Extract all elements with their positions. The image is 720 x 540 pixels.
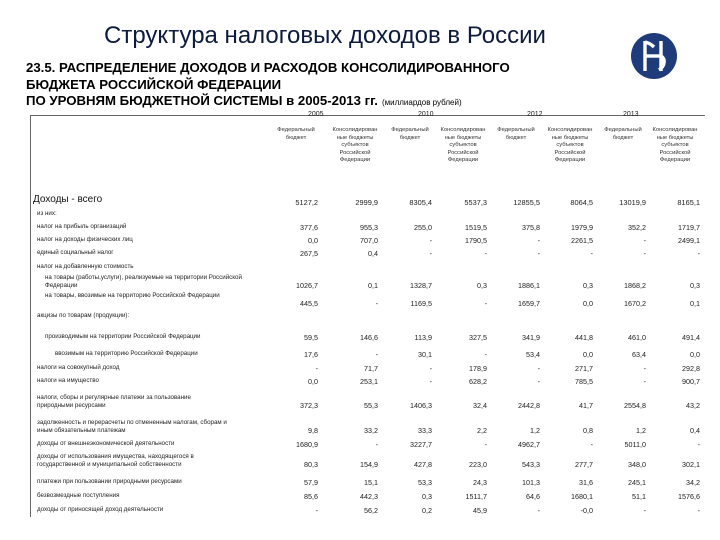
table-cell: 0,8: [583, 426, 593, 435]
table-cell: 348,0: [628, 460, 646, 469]
table-cell: 1680,1: [571, 492, 593, 501]
heading-line-3-text: ПО УРОВНЯМ БЮДЖЕТНОЙ СИСТЕМЫ в 2005-2013 гг.: [26, 93, 378, 108]
table-cell: 1026,7: [296, 281, 318, 290]
col-header-federal: Федеральный бюджет: [497, 127, 535, 141]
table-cell: 0,4: [690, 426, 700, 435]
row-label: производимым на территории Российской Федерации: [45, 333, 201, 340]
year-header-2005: 2005: [308, 111, 324, 118]
table-cell: 154,9: [360, 460, 378, 469]
table-cell: -: [643, 249, 646, 258]
table-cell: 2554,8: [624, 401, 646, 410]
table-cell: 146,6: [360, 333, 378, 342]
table-cell: -: [643, 377, 646, 386]
row-label: на товары, ввозимые на территорию Российской Федерации: [45, 292, 220, 299]
table-cell: 8064,5: [570, 198, 593, 207]
table-cell: -: [484, 299, 487, 308]
table-cell: 1659,7: [518, 299, 540, 308]
row-label: из них:: [37, 210, 57, 217]
row-label: платежи при пользовании природными ресурсами: [37, 478, 182, 485]
table-cell: 13019,9: [619, 198, 646, 207]
table-cell: 32,4: [473, 401, 487, 410]
table-cell: 1719,7: [678, 223, 700, 232]
table-cell: 1,2: [636, 426, 646, 435]
table-cell: -: [537, 506, 540, 515]
table-cell: 1680,9: [296, 440, 318, 449]
table-cell: 253,1: [360, 377, 378, 386]
table-cell: 1169,5: [410, 299, 432, 308]
table-cell: 375,8: [522, 223, 540, 232]
table-cell: 377,6: [300, 223, 318, 232]
table-cell: 31,6: [579, 478, 593, 487]
table-cell: 900,7: [682, 377, 700, 386]
table-cell: -: [537, 364, 540, 373]
table-cell: 341,9: [522, 333, 540, 342]
table-cell: 8305,4: [409, 198, 432, 207]
col-header-regional: Консолидирован ные бюджеты субъектов Российской Федерации: [547, 127, 593, 163]
table-cell: 1979,9: [571, 223, 593, 232]
table-cell: -: [429, 249, 432, 258]
table-cell: 101,3: [522, 478, 540, 487]
table-cell: -: [375, 299, 378, 308]
row-label: задолженность и перерасчеты по отмененным налогам, сборам и иным обязательным платежам: [37, 419, 227, 434]
col-header-federal: Федеральный бюджет: [277, 127, 315, 141]
table-cell: 267,5: [300, 249, 318, 258]
year-header-2012: 2012: [527, 111, 543, 118]
table-cell: 1790,5: [465, 236, 487, 245]
col-header-federal: Федеральный бюджет: [604, 127, 642, 141]
table-cell: 707,0: [360, 236, 378, 245]
row-label: налоги, сборы и регулярные платежи за пользование природными ресурсами: [37, 394, 191, 409]
table-cell: 15,1: [364, 478, 378, 487]
table-cell: 34,2: [686, 478, 700, 487]
table-cell: 271,7: [575, 364, 593, 373]
table-cell: 445,5: [300, 299, 318, 308]
table-cell: 64,6: [526, 492, 540, 501]
table-cell: 80,3: [304, 460, 318, 469]
col-header-regional: Консолидирован ные бюджеты субъектов Российской Федерации: [652, 127, 698, 163]
row-label: налоги на имущество: [37, 377, 99, 384]
row-label: на товары (работы,услуги), реализуемые на территории Российской Федерации: [45, 274, 242, 289]
row-label: единый социальный налог: [37, 249, 114, 256]
table-cell: 43,2: [686, 401, 700, 410]
table-cell: 352,2: [628, 223, 646, 232]
table-cell: -: [697, 440, 700, 449]
col-header-regional: Консолидирован ные бюджеты субъектов Российской Федерации: [440, 127, 486, 163]
table-cell: 302,1: [682, 460, 700, 469]
table-cell: 1670,2: [624, 299, 646, 308]
table-cell: 1886,1: [518, 281, 540, 290]
table-cell: 178,9: [469, 364, 487, 373]
table-cell: -: [643, 364, 646, 373]
row-label: доходы от внешнеэкономической деятельности: [37, 440, 175, 447]
row-label: доходы от использования имущества, находящегося в государственной и муниципальной собственности: [37, 453, 194, 468]
table-cell: 0,2: [422, 506, 432, 515]
heading-line-1: 23.5. РАСПРЕДЕЛЕНИЕ ДОХОДОВ И РАСХОДОВ КОНСОЛИДИРОВАННОГО: [26, 60, 510, 75]
row-label: налог на доходы физических лиц: [37, 236, 133, 243]
table-cell: 63,4: [632, 350, 646, 359]
table-cell: -: [590, 249, 593, 258]
table-cell: 491,4: [682, 333, 700, 342]
table-heading: [26, 60, 646, 112]
table-top-border: [30, 115, 705, 118]
table-cell: 543,3: [522, 460, 540, 469]
table-cell: -0,0: [580, 506, 593, 515]
row-label: ввозимым на территорию Российской Федерации: [55, 350, 198, 357]
table-cell: 0,4: [368, 249, 378, 258]
table-cell: 85,6: [304, 492, 318, 501]
table-cell: 255,0: [414, 223, 432, 232]
year-header-2010: 2010: [418, 111, 434, 118]
table-cell: 45,9: [473, 506, 487, 515]
table-cell: 30,1: [418, 350, 432, 359]
table-cell: -: [429, 236, 432, 245]
table-cell: 51,1: [632, 492, 646, 501]
table-cell: 2999,9: [355, 198, 378, 207]
table-cell: 372,3: [300, 401, 318, 410]
table-cell: 1,2: [530, 426, 540, 435]
table-cell: -: [537, 377, 540, 386]
table-cell: 12855,5: [513, 198, 540, 207]
table-cell: 955,3: [360, 223, 378, 232]
table-cell: 5537,3: [464, 198, 487, 207]
row-label: доходы от приносящей доход деятельности: [37, 506, 164, 513]
table-cell: 0,0: [583, 299, 593, 308]
table-cell: 57,9: [304, 478, 318, 487]
table-cell: 33,2: [364, 426, 378, 435]
row-label: Доходы - всего: [33, 194, 103, 205]
table-cell: 24,3: [473, 478, 487, 487]
table-cell: -: [315, 506, 318, 515]
row-label: безвозмездные поступления: [37, 492, 120, 499]
table-cell: 2442,8: [518, 401, 540, 410]
table-cell: 292,8: [682, 364, 700, 373]
table-left-border: [30, 115, 31, 517]
table-cell: 327,5: [469, 333, 487, 342]
table-cell: 785,5: [575, 377, 593, 386]
table-cell: -: [315, 364, 318, 373]
table-cell: -: [375, 440, 378, 449]
table-cell: 5011,0: [624, 440, 646, 449]
table-cell: -: [697, 506, 700, 515]
table-cell: -: [375, 350, 378, 359]
table-cell: -: [429, 364, 432, 373]
table-cell: -: [484, 350, 487, 359]
table-cell: 0,0: [583, 350, 593, 359]
table-cell: 0,3: [583, 281, 593, 290]
row-label: налог на добавленную стоимость: [37, 263, 134, 270]
table-cell: 0,0: [308, 236, 318, 245]
table-cell: -: [484, 440, 487, 449]
table-cell: 0,1: [368, 281, 378, 290]
table-cell: 0,0: [308, 377, 318, 386]
heading-line-3: [26, 93, 646, 112]
table-cell: 0,3: [477, 281, 487, 290]
table-cell: 71,7: [364, 364, 378, 373]
table-cell: 5127,2: [295, 198, 318, 207]
table-cell: -: [590, 440, 593, 449]
table-cell: 223,0: [469, 460, 487, 469]
table-cell: -: [484, 249, 487, 258]
slide-title: Структура налоговых доходов в России: [104, 22, 546, 49]
col-header-regional: Консолидирован ные бюджеты субъектов Российской Федерации: [332, 127, 378, 163]
table-cell: 245,1: [628, 478, 646, 487]
table-cell: 56,2: [364, 506, 378, 515]
table-cell: 628,2: [469, 377, 487, 386]
heading-unit: (миллиардов рублей): [381, 98, 462, 107]
table-cell: 4962,7: [518, 440, 540, 449]
table-cell: 8165,1: [677, 198, 700, 207]
table-cell: 1519,5: [465, 223, 487, 232]
row-label: налог на прибыль организаций: [37, 223, 127, 230]
table-cell: 33,3: [418, 426, 432, 435]
table-cell: 427,8: [414, 460, 432, 469]
table-cell: 2261,5: [571, 236, 593, 245]
table-cell: 442,3: [360, 492, 378, 501]
table-cell: 0,1: [690, 299, 700, 308]
table-cell: 3227,7: [410, 440, 432, 449]
table-cell: 1328,7: [410, 281, 432, 290]
table-cell: 0,3: [422, 492, 432, 501]
table-cell: 0,3: [690, 281, 700, 290]
col-header-federal: Федеральный бюджет: [391, 127, 429, 141]
heading-line-2: БЮДЖЕТА РОССИЙСКОЙ ФЕДЕРАЦИИ: [26, 76, 282, 92]
table-cell: 113,9: [414, 333, 432, 342]
table-cell: 55,3: [364, 401, 378, 410]
table-cell: 53,4: [526, 350, 540, 359]
table-cell: 1406,3: [410, 401, 432, 410]
table-cell: 59,5: [304, 333, 318, 342]
table-cell: 1868,2: [624, 281, 646, 290]
table-cell: 1511,7: [465, 492, 487, 501]
table-cell: 441,8: [575, 333, 593, 342]
row-label: налоги на совокупный доход: [37, 364, 120, 371]
table-cell: 41,7: [579, 401, 593, 410]
table-cell: 0,0: [690, 350, 700, 359]
year-header-2013: 2013: [623, 111, 639, 118]
table-cell: -: [429, 377, 432, 386]
table-cell: -: [697, 249, 700, 258]
table-cell: 2,2: [477, 426, 487, 435]
table-cell: 461,0: [628, 333, 646, 342]
table-cell: 17,6: [304, 350, 318, 359]
table-cell: 1576,6: [678, 492, 700, 501]
row-label: акцизы по товарам (продукции):: [37, 312, 130, 319]
table-cell: 277,7: [575, 460, 593, 469]
table-cell: 2499,1: [678, 236, 700, 245]
table-cell: 9,8: [308, 426, 318, 435]
table-cell: -: [537, 236, 540, 245]
table-cell: -: [643, 506, 646, 515]
table-cell: -: [537, 249, 540, 258]
table-cell: -: [643, 236, 646, 245]
table-cell: 53,3: [418, 478, 432, 487]
